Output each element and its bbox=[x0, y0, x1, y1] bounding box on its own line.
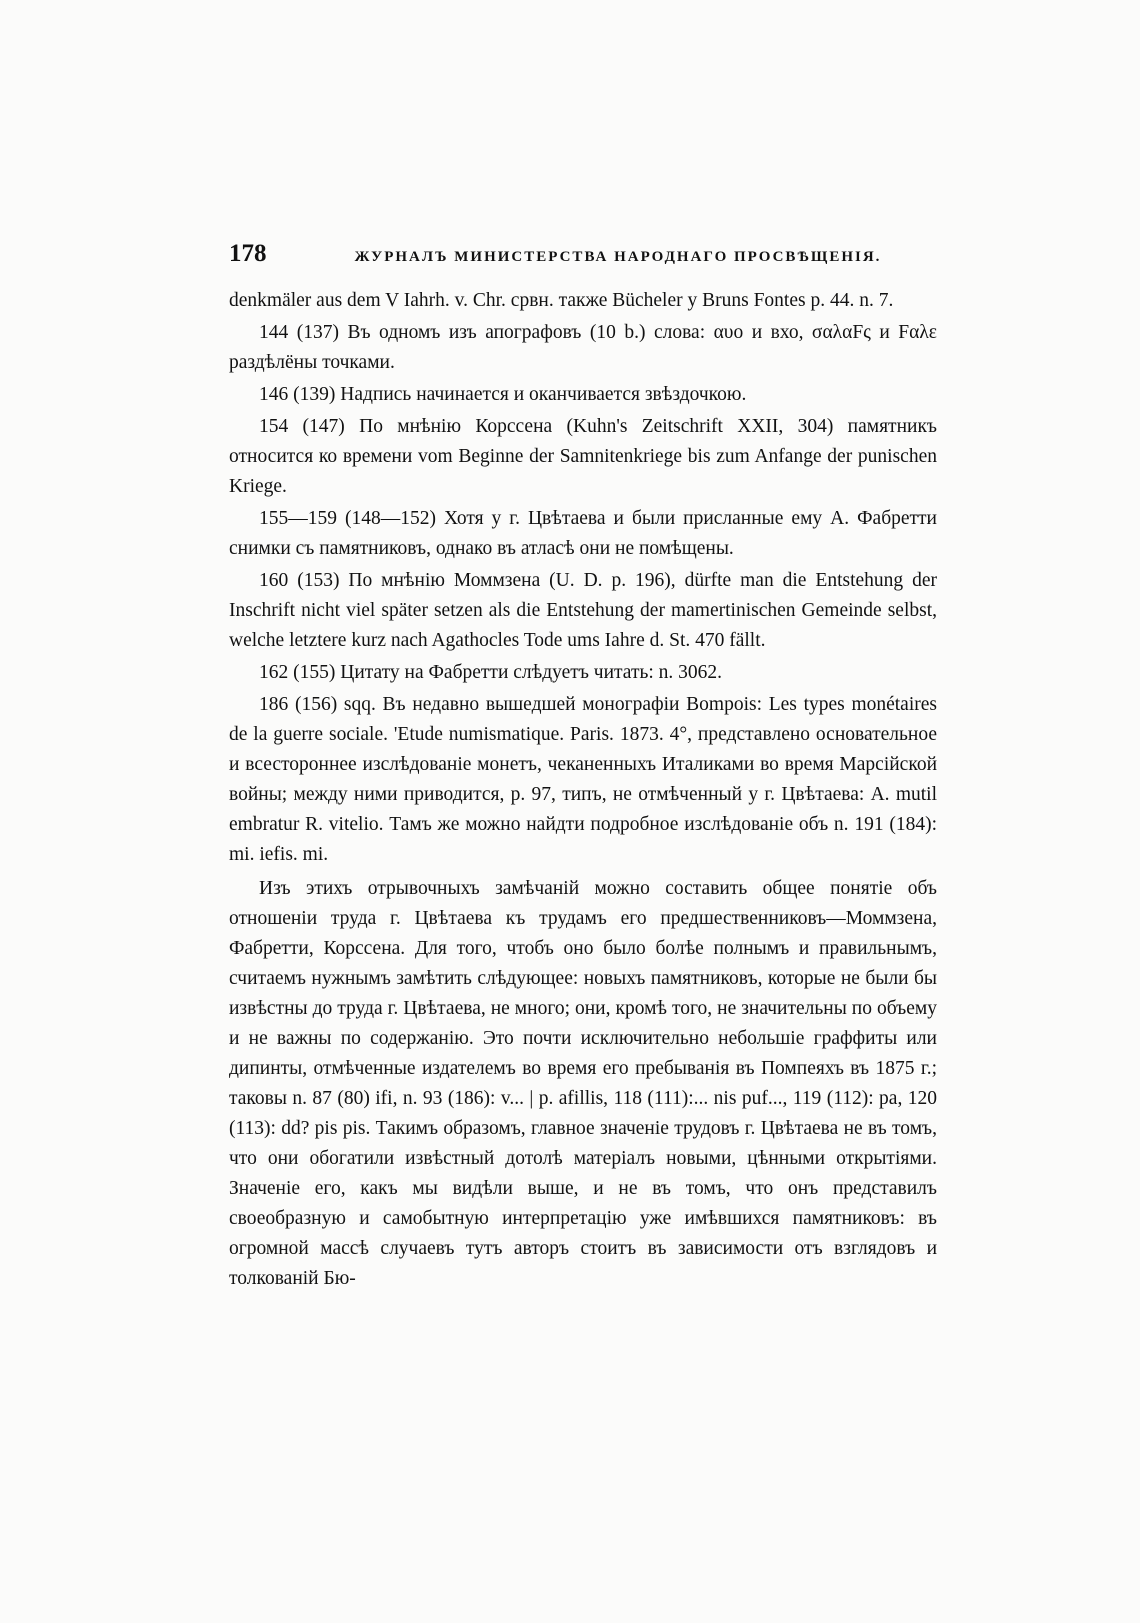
note-paragraph: 155—159 (148—152) Хотя у г. Цвѣтаева и были присланные ему А. Фабретти снимки съ памятниковъ, однако въ атласѣ они не помѣщены. bbox=[229, 508, 937, 559]
note-paragraph: 160 (153) По мнѣнію Моммзена (U. D. p. 196), dürfte man die Entstehung der Inschrift nicht viel später setzen als die Entstehung der mamertinischen Gemeinde selbst, welche letztere kurz nach Agathocles Tode ums Iahre d. St. 470 fällt. bbox=[229, 570, 937, 651]
note-paragraph: 154 (147) По мнѣнію Корссена (Kuhn's Zeitschrift XXII, 304) памятникъ относится ко времени vom Beginne der Samnitenkriege bis zum Anfange der punischen Kriege. bbox=[229, 416, 937, 497]
body-paragraph: Изъ этихъ отрывочныхъ замѣчаній можно составить общее понятіе объ отношеніи труда г. Цвѣтаева къ трудамъ его предшественниковъ—Моммзена, Фабретти, Корссена. Для того, чтобъ оно было болѣе полнымъ и правильнымъ, считаемъ нужнымъ замѣтить слѣдующее: новыхъ памятниковъ, которые не были бы извѣстны до труда г. Цвѣтаева, не много; они, кромѣ того, не значительны по объему и не важны по содержанію. Это почти исключительно небольшіе граффиты или дипинты, отмѣченные издателемъ во время его пребыванія въ Помпеяхъ въ 1875 г.; таковы n. 87 (80) ifi, n. 93 (186): v... | p. afillis, 118 (111):... nis puf..., 119 (112): pa, 120 (113): dd? pis pis. Такимъ образомъ, главное значеніе трудовъ г. Цвѣтаева не въ томъ, что они обогатили извѣстный дотолѣ матеріалъ новыми, цѣнными открытіями. Значеніе его, какъ мы видѣли выше, и не въ томъ, что онъ представилъ своеобразную и самобытную интерпретацію уже имѣвшихся памятниковъ: въ огромной массѣ случаевъ тутъ авторъ стоитъ въ зависимости отъ взглядовъ и толкованій Бю- bbox=[229, 878, 937, 1289]
running-title: ЖУРНАЛЪ МИНИСТЕРСТВА НАРОДНАГО ПРОСВѢЩЕНІЯ. bbox=[354, 249, 882, 265]
note-paragraph: 162 (155) Цитату на Фабретти слѣдуетъ читать: n. 3062. bbox=[259, 662, 723, 683]
page-header bbox=[229, 240, 937, 268]
notes-section bbox=[229, 286, 937, 870]
note-paragraph: 146 (139) Надпись начинается и оканчивается звѣздочкою. bbox=[259, 384, 747, 405]
page-content bbox=[229, 240, 937, 1296]
note-paragraph: denkmäler aus dem V Iahrh. v. Chr. срвн. также Bücheler у Bruns Fontes p. 44. n. 7. bbox=[229, 290, 894, 311]
page-number: 178 bbox=[229, 240, 267, 267]
body-section bbox=[229, 874, 937, 1294]
note-paragraph: 186 (156) sqq. Въ недавно вышедшей монографіи Bompois: Les types monétaires de la guerre sociale. 'Etude numismatique. Paris. 1873. 4°, представлено основательное и всестороннее изслѣдованіе монетъ, чеканенныхъ Италиками во время Марсійской войны; между ними приводится, p. 97, типъ, не отмѣченный у г. Цвѣтаева: A. mutil embratur R. vitelio. Тамъ же можно найдти подробное изслѣдованіе объ n. 191 (184): mi. iefis. mi. bbox=[229, 694, 937, 865]
note-paragraph: 144 (137) Въ одномъ изъ апографовъ (10 b.) слова: αυο и вхо, σαλαFς и Fαλε раздѣлёны точками. bbox=[229, 322, 937, 373]
